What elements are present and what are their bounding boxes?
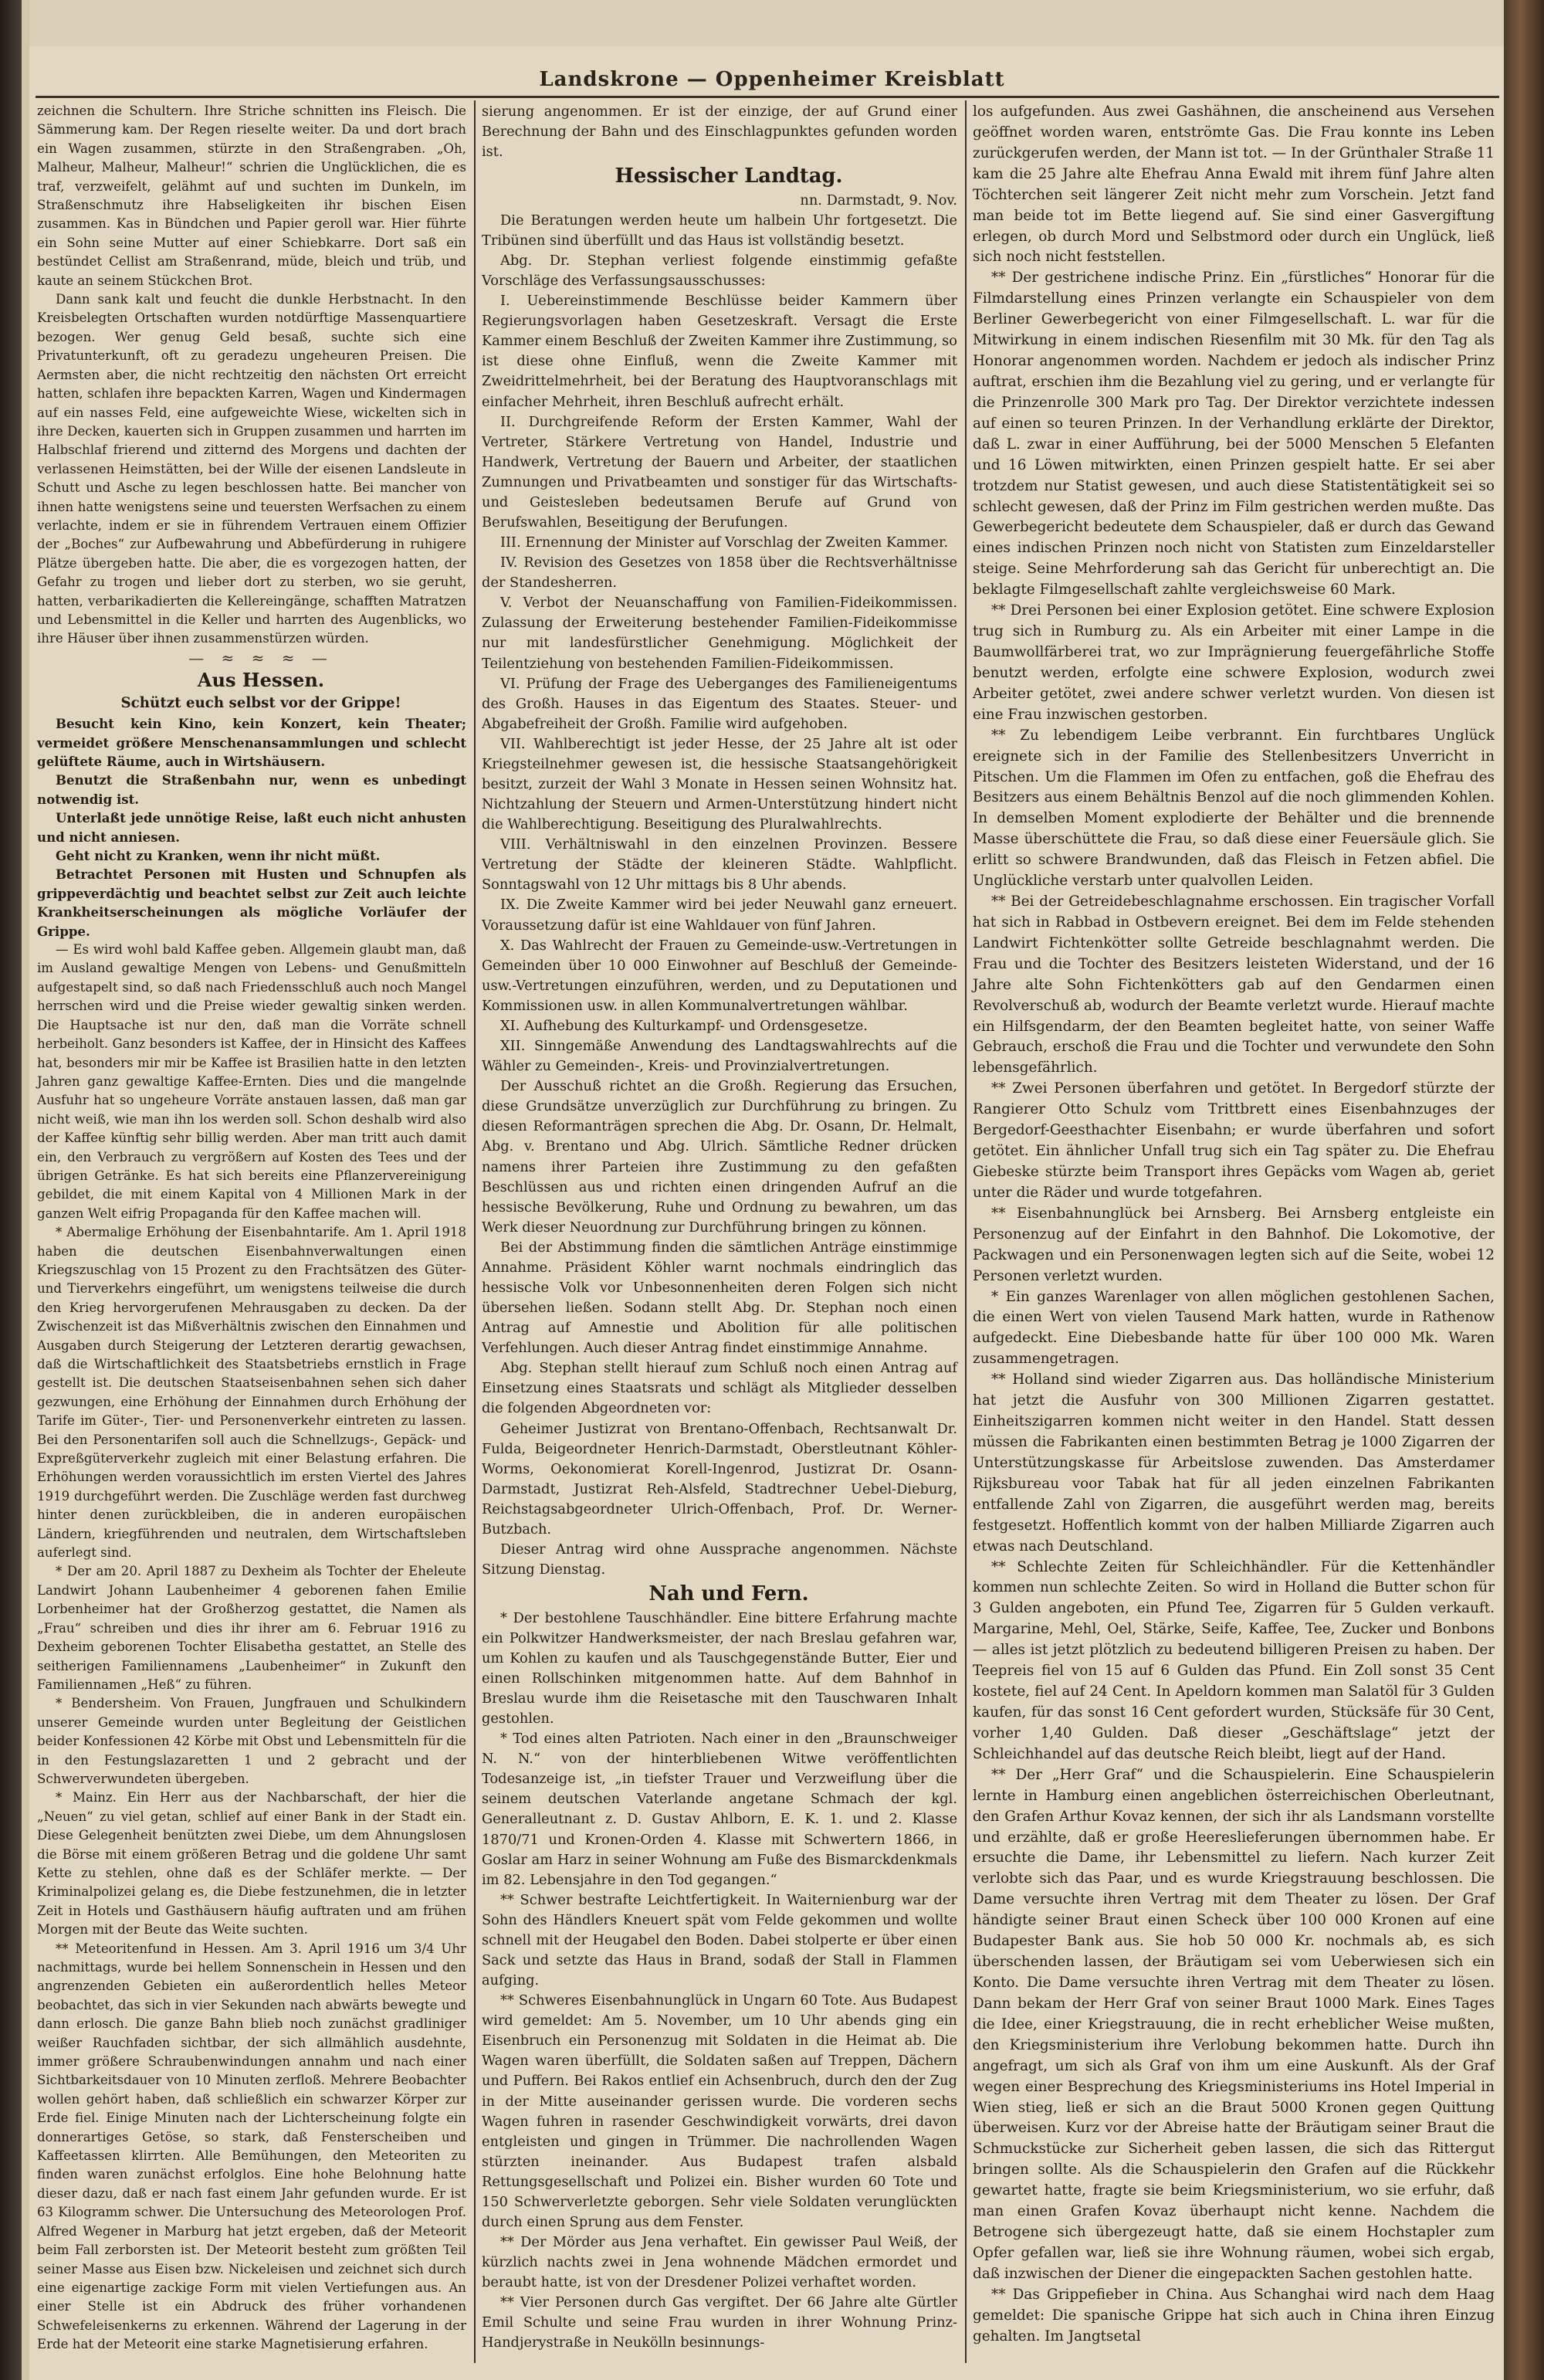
news-item: * Ein ganzes Warenlager von allen möglichen gestohlenen Sachen, die einen Wert von vielen Tausend Mark hatten, wurde in Rathenow aufgedeckt. Eine Diebesbande hatte für über 100 000 Mk. Waren zusammengetragen. <box>973 1288 1495 1368</box>
article-paragraph: sierung angenommen. Er ist der einzige, der auf Grund einer Berechnung der Bahn und des Einschlagpunktes gefunden worden ist. <box>482 103 957 161</box>
article-bendersheim: * Bendersheim. Von Frauen, Jungfrauen und Schulkindern unserer Gemeinde wurden unter Begleitung der Geistlichen beider Konfessionen 42 Körbe mit Obst und Lebensmitteln für die in den Festungslazaretten 1 und 2 gebracht und der Schwerverwundeten übergeben. <box>37 1696 466 1786</box>
article-paragraph: Dann sank kalt und feucht die dunkle Herbstnacht. In den Kreisbelegten Ortschaften wurden notdürftige Massenquartiere bezogen. Wer genug Geld besaß, suchte sich eine Privatunterkunft, oft zu geradezu ungeheuren Preisen. Die Aermsten aber, die nicht rechtzeitig den nächsten Ort erreicht hatten, schlafen ihre bepackten Karren, Wagen und Kindermagen auf ein nasses Feld, eine aufgeweichte Wiese, wickelten sich in ihre Decken, kauerten sich in Gruppen zusammen und harrten im Halbschlaf frierend und zitternd des Morgens und dachten der verlassenen Heimstätten, bei der Wille der eisenen Landsleute in Schutt und Asche zu legen beschlossen hatte. Bei mancher von ihnen hatte wenigstens seine und teuersten Werfsachen zu einem verlachte, indem er sie in führendem Vertrauen einem Offizier der „Boches“ zur Aufbewahrung und Abbefürderung in ruhigere Plätze übergeben hatte. Die aber, die es vorgezogen hatten, der Gefahr zu trogen und lieber dort zu sterben, wo sie geruht, hatten, verbarikadierten die Kellereingänge, schafften Matratzen und Lebensmittel in die Keller und harrten des Augenblicks, wo ihre Häuser über ihnen zusammenstürzen würden. <box>37 292 466 646</box>
column-divider-1 <box>474 100 476 2363</box>
section-heading-aus-hessen: Aus Hessen. <box>197 669 325 692</box>
news-item: los aufgefunden. Aus zwei Gashähnen, die anscheinend aus Versehen geöffnet worden waren, entströmte Gas. Die Frau konnte ins Leben zurückgerufen werden, der Mann ist tot. — In der Grünthaler Straße 11 kam die 25 Jahre alte Ehefrau Anna Ewald mit ihrem fünf Jahre alten Töchterchen seit längerer Zeit nicht mehr zum Vorschein. Jetzt fand man beide tot im Bette liegend auf. Sie sind einer Gasvergiftung erlegen, ob durch Mord und Selbstmord oder durch ein Unglück, ließ sich noch nicht feststellen. <box>973 103 1495 266</box>
news-item: ** Schlechte Zeiten für Schleichhändler. Für die Kettenhändler kommen nun schlechte Zeiten. So wird in Holland die Butter schon für 3 Gulden angeboten, ein Pfund Tee, Zigarren für 5 Gulden verkauft. Margarine, Mehl, Oel, Stärke, Seife, Kaffee, Tee, Zucker und Bonbons — alles ist jetzt plötzlich zu bedeutend billigeren Preisen zu haben. Der Teepreis fiel von 15 auf 6 Gulden das Pfund. Ein Zoll sonst 35 Cent kostete, fiel auf 24 Cent. In Apeldorn kommen man Salatöl für 3 Gulden kaufen, für das sonst 16 Cent gefordert wurden, Stücksäfe für 30 Cent, vorher 1,40 Gulden. Daß dieser „Geschäftslage“ jetzt der Schleichhandel auf das deutsche Reich bleibt, liegt auf der Hand. <box>973 1558 1495 1762</box>
grippe-advice: Besucht kein Kino, kein Konzert, kein Theater; vermeidet größere Menschenansammlungen und schlecht gelüftete Räume, auch in Wirtshäusern. <box>37 716 466 769</box>
column-1 <box>37 102 466 2355</box>
news-item: ** Der „Herr Graf“ und die Schauspielerin. Eine Schauspielerin lernte in Hamburg einen angeblichen österreichischen Oberleutnant, den Grafen Arthur Kovaz kennen, der sich ihr als Landsmann vorstellte und erzählte, daß er große Heereslieferungen übernommen habe. Er ersuchte die Dame, ihr Lebensmittel zu liefern. Nach kurzer Zeit verlobte sich das Paar, und es wurde Kriegstrauung beschlossen. Die Dame versuchte ihren Vertrag mit dem Theater zu lösen. Der Graf händigte seiner Braut einen Scheck über 100 000 Kronen auf eine Budapester Bank aus. Sie hob 50 000 Kr. nochmals ab, es sich überschenden lassen, der Bräutigam sei vom Ueberwiesen sich ein Konto. Die Dame versuchte ihren Vertrag mit dem Theater zu lösen. Dann bekam der Herr Graf von seiner Braut 1000 Mark. Eines Tages die Idee, einer Kriegstrauung, die in recht erheblicher Weise mußten, den Kriegsministerium ihre Verlobung bekommen hatte. Durch ihn angefragt, um sich als Graf von ihm um eine Auskunft. Als der Graf wegen einer Besprechung des Kriegsministeriums ins Hotel Imperial in Wien stieg, ließ er sich an die Braut 5000 Kronen gegen Quittung überweisen. Kurz vor der Abreise hatte der Bräutigam seiner Braut die Schmuckstücke zur Sicherheit geben lassen, die sich das Rittergut bringen sollte. Als die Schauspielerin den Grafen auf die Rückkehr gewartet hatte, fragte sie beim Kriegsministerium, wo sie erfuhr, daß man einen Grafen Kovaz überhaupt nicht kenne. Nachdem die Betrogene sich übergezeugt hatte, daß sie einem Hochstapler zum Opfer gefallen war, ließ sie ihre Wohnung räumen, wobei sich ergab, daß inzwischen der Diener die eingepackten Sachen gestohlen hatte. <box>973 1766 1495 2282</box>
article-kaffee: — Es wird wohl bald Kaffee geben. Allgemein glaubt man, daß im Ausland gewaltige Mengen von Lebens- und Genußmitteln aufgestapelt sind, so daß nach Friedensschluß auch noch Mangel herrschen wird und die Preise wieder gewaltig sinken werden. Die Hauptsache ist nur den, daß man die Vorräte schnell herbeiholt. Ganz besonders ist Kaffee, der in Hinsicht des Kaffees hat, besonders mir mir be Kaffee ist Brasilien hatte in den letzten Jahren ganz gewaltige Kaffee-Ernten. Dies und die mangelnde Ausfuhr hat so ungeheure Vorräte anstauen lassen, daß man gar nicht weiß, wie man ihn los werden soll. Schon deshalb wird also der Kaffee künftig sehr billig werden. Aber man tritt auch damit ein, den Verbrauch zu vergrößern auf Kosten des Tees und der übrigen Getränke. Es hat sich bereits eine Pflanzervereinigung gebildet, die mit einem Kapital von 4 Millionen Mark in der ganzen Welt eifrig Propaganda für den Kaffee machen will. <box>37 942 466 1221</box>
column-2 <box>482 102 957 2354</box>
proposal-item: XII. Sinngemäße Anwendung des Landtagswahlrechts auf die Wähler zu Gemeinden-, Kreis- und Provinzialvertretungen. <box>482 1038 957 1075</box>
proposal-item: I. Uebereinstimmende Beschlüsse beider Kammern über Regierungsvorlagen haben Gesetzeskraft. Versagt die Erste Kammer einem Beschluß der Zweiten Kammer ihre Zustimmung, so ist diese ohne Einfluß, wenn die Zweite Kammer mit Zweidrittelmehrheit, bei der Beratung des Hauptvoranschlags mit einfacher Mehrheit, ihren Beschluß aufrecht erhält. <box>482 293 957 410</box>
binding-right-edge <box>1504 0 1544 2380</box>
dateline: nn. Darmstadt, 9. Nov. <box>800 192 957 209</box>
article-paragraph: Abg. Stephan stellt hierauf zum Schluß noch einen Antrag auf Einsetzung eines Staatsrats und schlägt als Mitglieder desselben die folgenden Abgeordneten vor: <box>482 1360 957 1417</box>
proposal-item: IX. Die Zweite Kammer wird bei jeder Neuwahl ganz erneuert. Voraussetzung dafür ist eine Wahldauer von fünf Jahren. <box>482 897 957 934</box>
news-item: ** Schwer bestrafte Leichtfertigkeit. In Waiternienburg war der Sohn des Händlers Kneuert spät vom Felde gekommen und wollte schnell mit der Heugabel den Boden. Dabei stolperte er über einen Sack und setzte das Haus in Brand, sodaß der Stall in Flammen aufging. <box>482 1891 957 1989</box>
proposal-item: XI. Aufhebung des Kulturkampf- und Ordensgesetze. <box>500 1017 868 1034</box>
news-item: ** Der gestrichene indische Prinz. Ein „fürstliches“ Honorar für die Filmdarstellung eines Prinzen verlangte ein Schauspieler von dem Berliner Gewerbegericht von einer Filmgesellschaft. L. war für die Mitwirkung in einem indischen Riesenfilm mit 30 Mk. für den Tag als Honorar angenommen worden. Nachdem er jedoch als indischer Prinz auftrat, erschien ihm die Bezahlung viel zu gering, und er verlangte für die Prinzenrolle 300 Mark pro Tag. Der Direktor verzichtete indessen auf einen so teuren Prinzen. In der Verhandlung erklärte der Direktor, daß L. zwar in einer Aufführung, bei der 5000 Menschen 5 Elefanten und 16 Löwen mitwirkten, einen Prinzen gespielt hatte. Er sei aber trotzdem nur Statist gewesen, und auch diese Statistentätigkeit sei so schlecht gewesen, daß der Prinz im Film gestrichen werden mußte. Das Gewerbegericht bedeutete dem Schauspieler, daß er durch das Gewand eines indischen Prinzen noch nicht von Statisten zum Einzeldarsteller steige. Seine Mehrforderung sah das Gericht für unberechtigt an. Die beklagte Filmgesellschaft zahlte vergleichsweise 60 Mark. <box>973 270 1495 598</box>
news-item: ** Zwei Personen überfahren und getötet. In Bergedorf stürzte der Rangierer Otto Schulz vom Trittbrett eines Eisenbahnzuges der Bergedorf-Geesthachter Eisenbahn; er wurde überfahren und sofort getötet. Ein ähnlicher Unfall trug sich ein Tag später zu. Die Ehefrau Giebeske stürzte beim Transport ihres Gepäcks vom Wagen ab, geriet unter die Räder und wurde totgefahren. <box>973 1080 1495 1201</box>
column-divider-2 <box>965 100 967 2363</box>
proposal-item: V. Verbot der Neuanschaffung von Familien-Fideikommissen. Zulassung der Erweiterung bestehender Familien-Fideikommisse nur mit landesfürstlicher Genehmigung. Möglichkeit der Teilentziehung von bestehenden Familien-Fideikommissen. <box>482 595 957 672</box>
proposal-item: VIII. Verhältniswahl in den einzelnen Provinzen. Bessere Vertretung der Städte der kleineren Städte. Wahlpflicht. Sonntagswahl von 12 Uhr mittags bis 8 Uhr abends. <box>482 836 957 893</box>
proposal-item: IV. Revision des Gesetzes von 1858 über die Rechtsverhältnisse der Standesherren. <box>482 554 957 592</box>
proposal-item: X. Das Wahlrecht der Frauen zu Gemeinde-usw.-Vertretungen in Gemeinden über 10 000 Einwohner auf Beschluß der Gemeinde-usw.-Vertretungen einzuführen, werden, und zu Deputationen und Kommissionen usw. in allen Kommunalvertretungen wählbar. <box>482 937 957 1014</box>
section-heading-landtag: Hessischer Landtag. <box>615 164 843 188</box>
section-divider-ornament: — ≈ ≈ ≈ — <box>188 648 334 667</box>
news-item: ** Bei der Getreidebeschlagnahme erschossen. Ein tragischer Vorfall hat sich in Rabbad in Ostbevern ereignet. Bei dem im Felde stehenden Landwirt Fichtenkötter sollte Getreide beschlagnahmt werden. Die Frau und die Tochter des Besitzers leisteten Widerstand, und der 16 Jahre alte Sohn Fichtenkötters gab auf den Gendarmen einen Revolverschuß ab, wodurch der Beamte verletzt wurde. Hierauf machte ein Hilfsgendarm, der den Beamten begleitet hatte, von seiner Waffe Gebrauch, erschoß die Frau und die Tochter und verwundete den Sohn lebensgefährlich. <box>973 893 1495 1076</box>
proposal-item: II. Durchgreifende Reform der Ersten Kammer, Wahl der Vertreter, Stärkere Vertretung von Handel, Industrie und Handwerk, Vertretung der Bauern und Arbeiter, der staatlichen Zumnungen und Privatbeamten und sonstiger für das Wirtschafts- und Geistesleben bedeutsamen Berufe auf Grund von Berufswahlen, Beseitigung der Berufungen. <box>482 413 957 531</box>
news-item: ** Holland sind wieder Zigarren aus. Das holländische Ministerium hat jetzt die Ausfuhr von 300 Millionen Zigarren gestattet. Einheitszigarren kommen nicht weiter in den Handel. Statt dessen müssen die Fabrikanten einen bestimmten Betrag je 1000 Zigarren der Unterstützungskasse für Arbeitslose zuwenden. Das Amsterdamer Rijksbureau voor Tabak hat für all jeden einzelnen Fabrikanten entfallende Zahl von Zigarren, die ausgeführt werden mag, bereits festgesetzt. Hoffentlich kommt von der halben Milliarde Zigarren auch etwas nach Deutschland. <box>973 1371 1495 1554</box>
article-dexheim: * Der am 20. April 1887 zu Dexheim als Tochter der Eheleute Landwirt Johann Laubenheimer 4 geborenen fahen Emilie Lorbenheimer hat der Großherzog gestattet, die Namen als „Frau“ schreiben und dies ihr ihrer am 6. Februar 1916 zu Dexheim geborenen Tochter Elisabetha gestattet, an Stelle des seitherigen Familiennamens „Laubenheimer“ in Zukunft den Familiennamen „Heß“ zu führen. <box>37 1564 466 1692</box>
article-paragraph: zeichnen die Schultern. Ihre Striche schnitten ins Fleisch. Die Sämmerung kam. Der Regen rieselte weiter. Da und dort brach ein Wagen zusammen, stürzte in den Straßengraben. „Oh, Malheur, Malheur, Malheur!“ schrien die Unglücklichen, die es traf, verzweifelt, gelähmt auf und suchten im Dunkeln, im Straßenschmutz ihre Habseligkeiten ihr bischen Eisen zusammen. Kas in Bündchen und Papier geroll war. Hier führte ein Sohn seine Mutter auf einer Schiebkarre. Dort saß ein bestündet Cellist am Straßenrand, müde, bleich und trüb, und kaute an seinem Stückchen Brot. <box>37 103 466 288</box>
article-mainz: * Mainz. Ein Herr aus der Nachbarschaft, der hier die „Neuen“ zu viel getan, schlief auf einer Bank in der Stadt ein. Diese Gelegenheit benützten zwei Diebe, um dem Ahnungslosen die Börse mit einem größeren Betrag und die goldene Uhr samt Kette zu stehlen, ohne daß es der Schläfer merkte. — Der Kriminalpolizei gelang es, die Diebe festzunehmen, die in letzter Zeit in Hotels und Gasthäusern häufig auftraten und am frühen Morgen mit der Beute das Weite suchten. <box>37 1790 466 1938</box>
grippe-headline: Schützt euch selbst vor der Grippe! <box>120 695 401 712</box>
proposal-item: VI. Prüfung der Frage des Ueberganges des Familieneigentums des Großh. Hauses in das Eigentum des Staates. Steuer- und Abgabefreiheit der Großh. Familie wird aufgehoben. <box>482 675 957 732</box>
news-item: ** Eisenbahnunglück bei Arnsberg. Bei Arnsberg entgleiste ein Personenzug auf der Einfahrt in den Bahnhof. Die Lokomotive, der Packwagen und ein Personenwagen legten sich auf die Seite, wobei 12 Personen verletzt wurden. <box>973 1205 1495 1284</box>
proposal-item: III. Ernennung der Minister auf Vorschlag der Zweiten Kammer. <box>500 534 949 551</box>
article-eisenbahntarife: * Abermalige Erhöhung der Eisenbahntarife. Am 1. April 1918 haben die deutschen Eisenbahnverwaltungen einen Kriegszuschlag von 15 Prozent zu den Frachtsätzen des Güter- und Tierverkehrs eingeführt, um wenigstens teilweise die durch den Krieg hervorgerufenen Mehrausgaben zu decken. Da der Zwischenzeit ist das Mißverhältnis zwischen den Einnahmen und Ausgaben durch Steigerung der Letzteren derartig gewachsen, daß die Wirtschaftlichkeit des Staatsbetriebs ernstlich in Frage gestellt ist. Die deutschen Staatseisenbahnen sehen sich daher gezwungen, eine Erhöhung der Einnahmen durch Erhöhung der Tarife im Güter-, Tier- und Personenverkehr eintreten zu lassen. Bei den Personentarifen soll auch die Schnellzugs-, Gepäck- und Expreßgüterverkehr zugleich mit einer Belastung erfahren. Die Erhöhungen werden voraussichtlich im ersten Viertel des Jahres 1919 durchgeführt werden. Die Zuschläge werden fast durchweg hinter denen zurückbleiben, die in anderen europäischen Ländern, kriegführenden und neutralen, dem Wirtschaftsleben auferlegt sind. <box>37 1225 466 1561</box>
news-item: ** Schweres Eisenbahnunglück in Ungarn 60 Tote. Aus Budapest wird gemeldet: Am 5. November, um 10 Uhr abends ging ein Eisenbruch ein Personenzug mit Soldaten in die Heimat ab. Die Wagen waren überfüllt, die Soldaten saßen auf Treppen, Dächern und Puffern. Bei Rakos entlief ein Achsenbruch, durch den der Zug in der Mitte auseinander gerissen wurde. Die vorderen sechs Wagen fuhren in rasender Geschwindigkeit vorwärts, drei davon entgleisten und gingen in Trümmer. Die nachrollenden Wagen stürzten ineinander. Aus Budapest trafen alsbald Rettungsgesellschaft und Polizei ein. Bisher wurden 60 Tote und 150 Schwerverletzte geborgen. Sehr viele Soldaten verunglückten durch einen Sprung aus dem Fenster. <box>482 1992 957 2230</box>
news-item: ** Der Mörder aus Jena verhaftet. Ein gewisser Paul Weiß, der kürzlich nachts zwei in Jena wohnende Mädchen ermordet und beraubt hatte, ist von der Dresdener Polizei verhaftet worden. <box>482 2234 957 2291</box>
article-paragraph: Abg. Dr. Stephan verliest folgende einstimmig gefaßte Vorschläge des Verfassungsausschusses: <box>482 252 957 290</box>
grippe-advice: Benutzt die Straßenbahn nur, wenn es unbedingt notwendig ist. <box>37 772 466 807</box>
article-paragraph: Bei der Abstimmung finden die sämtlichen Anträge einstimmige Annahme. Präsident Köhler warnt nochmals eindringlich das hessische Volk vor Unbesonnenheiten deren Folgen sich nicht übersehen ließen. Sodann stellt Abg. Dr. Stephan noch einen Antrag auf Amnestie und Abolition für alle politischen Verfehlungen. Auch dieser Antrag findet einstimmige Annahme. <box>482 1239 957 1357</box>
news-item: ** Drei Personen bei einer Explosion getötet. Eine schwere Explosion trug sich in Rumburg zu. Als ein Arbeiter mit einer Lampe in die Baumwollfärberei trat, wo zur Imprägnierung feuergefährliche Stoffe benutzt werden, erfolgte eine schwere Explosion, wodurch zwei Arbeiter getötet, zwei andere schwer verletzt wurden. Von diesen ist eine Frau inzwischen gestorben. <box>973 602 1495 723</box>
article-paragraph: Die Beratungen werden heute um halbein Uhr fortgesetzt. Die Tribünen sind überfüllt und das Haus ist vollständig besetzt. <box>482 212 957 249</box>
header-rule <box>36 96 1499 98</box>
grippe-advice: Geht nicht zu Kranken, wenn ihr nicht müßt. <box>56 848 381 864</box>
grippe-advice: Unterlaßt jede unnötige Reise, laßt euch nicht anhusten und nicht anniesen. <box>37 810 466 845</box>
news-item: * Der bestohlene Tauschhändler. Eine bittere Erfahrung machte ein Polkwitzer Handwerksmeister, der nach Breslau gefahren war, um Kohlen zu kaufen und als Tauschgegenstände Butter, Eier und einen Rollschinken mitgenommen hatte. Auf dem Bahnhof in Breslau wurde ihm die Reisetasche mit den Tauschwaren Inhalt gestohlen. <box>482 1609 957 1727</box>
article-paragraph: Geheimer Justizrat von Brentano-Offenbach, Rechtsanwalt Dr. Fulda, Beigeordneter Henrich-Darmstadt, Oberstleutnant Köhler-Worms, Oekonomierat Korell-Ingenrod, Justizrat Dr. Osann-Darmstadt, Justizrat Reh-Alsfeld, Stadtrechner Uebel-Dieburg, Reichstagsabgeordneter Ulrich-Offenbach, Prof. Dr. Werner-Butzbach. <box>482 1420 957 1538</box>
binding-left-edge <box>0 0 22 2380</box>
article-paragraph: Dieser Antrag wird ohne Aussprache angenommen. Nächste Sitzung Dienstag. <box>482 1541 957 1578</box>
news-item: * Tod eines alten Patrioten. Nach einer in den „Braunschweiger N. N.“ von der hinterbliebenen Witwe veröffentlichten Todesanzeige ist, „in tiefster Trauer und Verzweiflung über die seinem deutschen Vaterlande angetane Schmach der kgl. Generalleutnant z. D. Gustav Ahlborn, E. K. 1. und 2. Klasse 1870/71 und Kronen-Orden 4. Klasse mit Schwertern 1866, in Goslar am Harz in seiner Wohnung am Fuße des Bismarckdenkmals im 82. Lebensjahre in den Tod gegangen.“ <box>482 1731 957 1888</box>
column-3 <box>973 102 1495 2348</box>
grippe-advice: Betrachtet Personen mit Husten und Schnupfen als grippeverdächtig und beachtet selbst zur Zeit auch leichte Krankheitserscheinungen als mögliche Vorläufer der Grippe. <box>37 866 466 939</box>
news-item: ** Zu lebendigem Leibe verbrannt. Ein furchtbares Unglück ereignete sich in der Familie des Stellenbesitzers Unverricht in Pitschen. Um die Flammen im Ofen zu entfachen, goß die Ehefrau des Besitzers aus einem Behältnis Benzol auf die noch glimmenden Kohlen. In demselben Moment explodierte der Behälter und die brennende Masse überschüttete die Frau, so daß diese einer Feuersäule glich. Sie erlitt so schwere Brandwunden, daß das Fleisch in Fetzen abfiel. Die Unglückliche verstarb unter qualvollen Leiden. <box>973 727 1495 890</box>
section-heading-nah-und-fern: Nah und Fern. <box>648 1582 809 1606</box>
proposal-item: VII. Wahlberechtigt ist jeder Hesse, der 25 Jahre alt ist oder Kriegsteilnehmer gewesen ist, die hessische Staatsangehörigkeit besitzt, zurzeit der Wahl 3 Monate in Hessen seinen Wohnsitz hat. Nichtzahlung der Steuern und Armen-Unterstützung hindert nicht die Wahlberechtigung. Beseitigung des Pluralwahlrechts. <box>482 735 957 833</box>
article-paragraph: Der Ausschuß richtet an die Großh. Regierung das Ersuchen, diese Grundsätze unverzüglich zur Durchführung zu bringen. Zu diesen Reformanträgen sprechen die Abg. Dr. Osann, Dr. Helmalt, Abg. v. Brentano und Abg. Ulrich. Sämtliche Redner drücken namens ihrer Parteien ihre Zustimmung zu den gefaßten Beschlüssen aus und richten einen dringenden Aufruf an die hessische Bevölkerung, Ruhe und Ordnung zu bewahren, um das Werk dieser Neuordnung zur Durchführung bringen zu können. <box>482 1078 957 1236</box>
news-item: ** Das Grippefieber in China. Aus Schanghai wird nach dem Haag gemeldet: Die spanische Grippe hat sich auch in China ihren Einzug gehalten. Im Jangtsetal <box>973 2286 1495 2344</box>
article-meteorit: ** Meteoritenfund in Hessen. Am 3. April 1916 um 3/4 Uhr nachmittags, wurde bei hellem Sonnenschein in Hessen und den angrenzenden Gebieten ein außerordentlich helles Meteor beobachtet, das sich in vier Sekunden nach abwärts bewegte und dann erlosch. Die ganze Bahn blieb noch zunächst gradliniger weißer Rauchfaden sichtbar, der sich allmählich ausdehnte, immer größere Schraubenwindungen annahm und nach einer Sichtbarkeitsdauer von 10 Minuten zerfloß. Mehrere Beobachter wollen gehört haben, daß schließlich ein schwarzer Körper zur Erde fiel. Einige Minuten nach der Lichterscheinung folgte ein donnerartiges Getöse, so stark, daß Fensterscheiben und Kaffeetassen klirrten. Alle Bemühungen, den Meteoriten zu finden waren zunächst erfolglos. Eine hohe Belohnung hatte dieser dazu, daß er nach fast einem Jahr gefunden wurde. Er ist 63 Kilogramm schwer. Die Untersuchung des Meteorologen Prof. Alfred Wegener in Marburg hat jetzt ergeben, daß der Meteorit beim Fall zerborsten ist. Der Meteorit besteht zum größten Teil seiner Masse aus Eisen bzw. Nickeleisen und zeichnet sich durch eine eigenartige zackige Form mit vielen Vertiefungen aus. An einer Stelle ist ein Abdruck des früher vorhandenen Schwefeleisenkerns zu erkennen. Während der Lagerung in der Erde hat der Meteorit eine starke Magnetisierung erfahren. <box>37 1941 466 2352</box>
news-item: ** Vier Personen durch Gas vergiftet. Der 66 Jahre alte Gürtler Emil Schulte und seine Frau wurden in ihrer Wohnung Prinz-Handjerystraße in Neukölln besinnungs- <box>482 2294 957 2351</box>
page-header: Landskrone — Oppenheimer Kreisblatt <box>539 68 1005 91</box>
